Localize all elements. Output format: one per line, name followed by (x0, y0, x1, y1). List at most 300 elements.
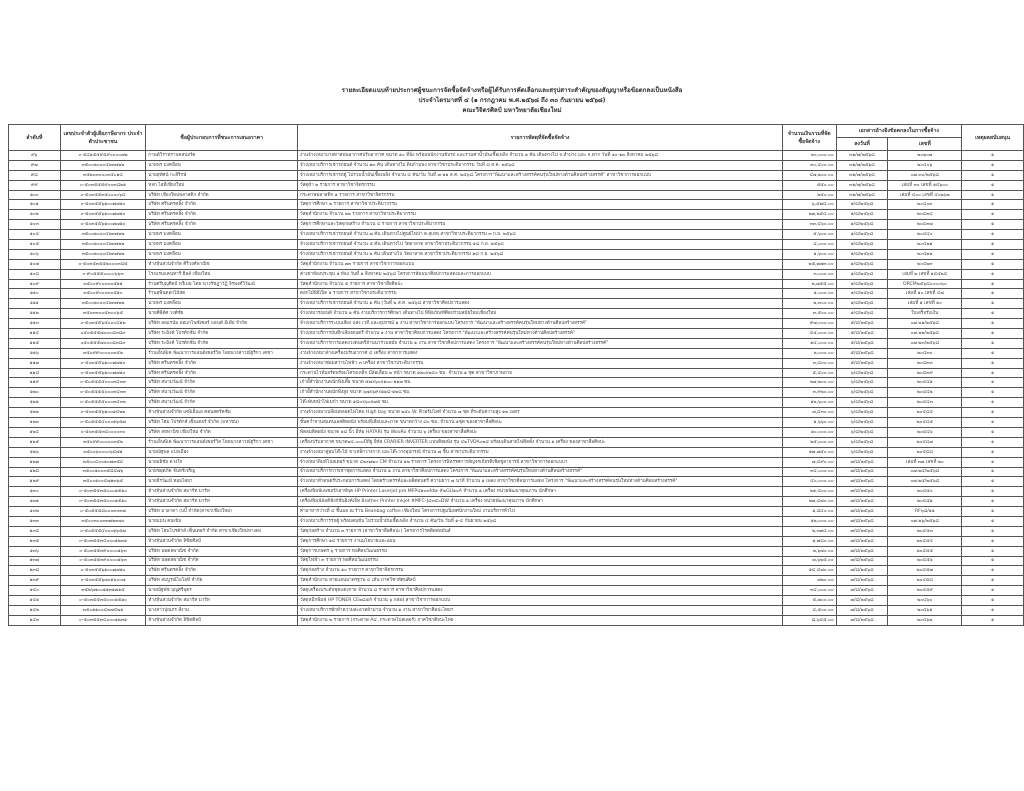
cell-reason: ๑ (962, 586, 1024, 596)
cell-date: ๗/๘/๒๕๖๘ (836, 576, 888, 586)
cell-docno: ๒๐๔๒๒ (888, 249, 962, 259)
cell-reason: ๑ (962, 358, 1024, 368)
document-header (0, 86, 1024, 116)
cell-amount: ๒๗,๒๐๐.๐๐ (782, 378, 836, 388)
cell-date: ๗/๘/๒๕๖๘ (836, 605, 888, 615)
cell-no: ๑๔๓ (9, 615, 61, 625)
table-row (9, 378, 1024, 388)
cell-amount: ๔,๐๐๐.๐๐ (782, 240, 836, 250)
header-date: ลงวันที่ (836, 138, 888, 151)
cell-amount: ๑,๖๐๐.๐๐ (782, 249, 836, 259)
cell-reason: ๑ (962, 338, 1024, 348)
cell-date: ๗/๘/๒๕๖๘ (836, 566, 888, 576)
cell-no: ๑๐๒ (9, 210, 61, 220)
table-row (9, 408, 1024, 418)
cell-date: ๕/๘/๒๕๖๘ (836, 348, 888, 358)
table-row (9, 427, 1024, 437)
cell-amount: ๗,๔๙๐.๐๐ (782, 457, 836, 467)
cell-no: ๑๑๖ (9, 348, 61, 358)
table-row (9, 309, 1024, 319)
cell-no: ๑๐๘ (9, 269, 61, 279)
cell-amount: ๗๒๐.๐๐ (782, 576, 836, 586)
cell-docno: ๒๐๔๔๓ (888, 398, 962, 408)
table-row (9, 526, 1024, 536)
cell-vendor: นางสาวปุณภร สีงาม (146, 605, 298, 615)
cell-vendor: บริษัท ออแรน์ม ออแกไนซ์เซอร์ แอนด์ มีเดีย จำกัด (146, 319, 298, 329)
table-row (9, 586, 1024, 596)
cell-no: ๑๓๑ (9, 497, 61, 507)
cell-no: ๑๐๙ (9, 279, 61, 289)
cell-vendor: บริษัท ระมิงค์ โปรดักชั่น จำกัด (146, 329, 298, 339)
table-row (9, 299, 1024, 309)
cell-amount: ๒๐,๐๐๐.๐๐ (782, 151, 836, 161)
cell-vendor: ห้างหุ้นส่วนจำกัด ลิขิตศิลป์ (146, 615, 298, 625)
table-row (9, 487, 1024, 497)
cell-date: ๖/๘/๒๕๖๘ (836, 368, 888, 378)
cell-items: จ้างเหมาบริการเช่ารถยนต์ จำนวน ๗ คัน เดินทางไปศูนย์ไฟป่า ต.สุเทพ สาขาวิชาประติมากรรม ๓ ก.ย. ๒๕๖๘ (298, 230, 783, 240)
cell-docno: ๐๗.๓๐/๒๕๖๘ (888, 170, 962, 180)
table-row (9, 497, 1024, 507)
cell-docno: ๒๐๔๕๓ (888, 526, 962, 536)
cell-date: ๗/๘/๒๕๖๘ (836, 586, 888, 596)
cell-vendor: บริษัท ศรีนครคลิ้ง จำกัด (146, 200, 298, 210)
cell-items: วัสดุสำนักงาน จำนวน ๕ รายการ สาขาวิชาสื่อศิลปะ (298, 279, 783, 289)
cell-no: ๑๐๑ (9, 200, 61, 210)
cell-date: ๑/๘/๒๕๖๘ (836, 240, 888, 250)
cell-docno: ๒๐๔๓๙ (888, 368, 962, 378)
table-row (9, 279, 1024, 289)
cell-vendor: ห้างหุ้นส่วนจำกัด เคพีเอ็นเอ คอนสตรัคชั่น (146, 408, 298, 418)
cell-reason: ๑ (962, 576, 1024, 586)
cell-taxid: ๓๕๐๑๑๐๐๔๓๗๔๒๑ (60, 605, 146, 615)
cell-items: งานจ้างเหมาเปลี่ยนหลอดไฟโคม High bay ขนาด ๒๕๐ W. ติวอร์มไลท์ จำนวน ๗ ชุด ที่ระดับความสูง ๑๒ เมตร (298, 408, 783, 418)
cell-docno: ๒๐๔๔๗ (888, 437, 962, 447)
cell-date: ๑/๘/๒๕๖๘ (836, 259, 888, 269)
cell-reason: ๑ (962, 180, 1024, 190)
cell-amount: ๒๑,๔๐๐.๐๐ (782, 487, 836, 497)
cell-vendor: บริษัท นพดลพาณิช จำกัด (146, 556, 298, 566)
cell-reason: ๑ (962, 556, 1024, 566)
cell-taxid: ๐-๕๐๓๕๕๓๕๐๐๐๑๕๑๐ (60, 596, 146, 606)
cell-no: ๙๖ (9, 151, 61, 161)
cell-date: ๗/๘/๒๕๖๘ (836, 516, 888, 526)
cell-date: ๖/๘/๒๕๖๘ (836, 437, 888, 447)
cell-vendor: นายพร มงคลื่อน (146, 160, 298, 170)
document-title: รายละเอียดแนบท้ายประกาศผู้ชนะการจัดซื้อจัดจ้างหรือผู้ได้รับการคัดเลือกและสรุปสาระสำคัญของสัญญาหรือข้อตกลงเป็นหนังสือ (341, 87, 683, 94)
cell-amount: ๒,๓๐๐.๐๐ (782, 299, 836, 309)
cell-no: ๑๓๕ (9, 536, 61, 546)
cell-items: จ้างเหมาบริการเช่ารถยนต์ จำนวน ๑๓ คัน เดินทางไป ดินก้ามพง สาขาวิชาประติมากรรม วันที่ ๘ ส.ค. ๒๕๖๘ (298, 160, 783, 170)
cell-date: ๓๑/๗/๒๕๖๘ (836, 151, 888, 161)
table-row (9, 556, 1024, 566)
table-row (9, 507, 1024, 517)
cell-vendor: บริษัท โฮม โปรดักส์ เซ็นเตอร์ จำกัด (มหาชน) (146, 418, 298, 428)
document-period: ประจำไตรมาสที่ ๔ (๑ กรกฎาคม พ.ศ.๒๕๖๘ ถึง ๓๐ กันยายน ๒๕๖๘) (418, 97, 606, 104)
cell-amount: ๓๔,๐๐๐.๐๐ (782, 586, 836, 596)
cell-amount: ๒๕๐.๐๐ (782, 190, 836, 200)
cell-amount: ๒๗,๔๗๐.๐๐ (782, 497, 836, 507)
cell-amount: ๒๗,๒๕๔.๐๐ (782, 210, 836, 220)
cell-vendor: นายแมน คนเข้ม (146, 516, 298, 526)
cell-taxid: ๐-๕๐๕๕๕๘๐๐๐๓๐๓๗ (60, 507, 146, 517)
cell-amount: ๓,๕๐๐.๐๐ (782, 309, 836, 319)
cell-items: วัสดุการเกษตร ๖ รายการ หอศิลปวัฒนธรรม (298, 546, 783, 556)
cell-vendor: ร้านศรีบุญศิลป์ พรีเมย โดย นางรัชฎาวัฏ์ จิรพงศ์วิวัฒน์ (146, 279, 298, 289)
cell-amount: ๑๔,๔๗๐.๐๐ (782, 566, 836, 576)
table-row (9, 516, 1024, 526)
header-no: ลำดับที่ (9, 125, 61, 151)
cell-reason: ๑ (962, 566, 1024, 576)
cell-docno: ๒๐๒๐๗ (888, 151, 962, 161)
cell-items: จ้างเหมาบริการเช่ารถยนต์ จำนวน ๑ คัน (วันที่ ๒ ส.ค. ๒๕๖๘ สาขาวิชาศิลปการแสดง (298, 299, 783, 309)
cell-taxid: ๐-๕๐๓๕๕๖๕๐๐๐๔๑๒ (60, 319, 146, 329)
cell-reason: ๑ (962, 536, 1024, 546)
cell-items: เครื่องพิมพ์มัลติฟังก์ชั่นอิงค์เจ็ท Brother Printer Inkjet #MFC-J๔๓๔๐DW จำนวน ๑ เครื่อง หน่วยพัฒนาคุณภาพ นักศึกษา (298, 497, 783, 507)
table-row (9, 160, 1024, 170)
cell-reason: ๑ (962, 457, 1024, 467)
cell-date: ๑/๘/๒๕๖๘ (836, 200, 888, 210)
cell-no: ๑๑๑ (9, 299, 61, 309)
cell-reason: ๑ (962, 160, 1024, 170)
cell-date: ๖/๘/๒๕๖๘ (836, 378, 888, 388)
cell-date: ๓๑/๗/๒๕๖๘ (836, 180, 888, 190)
cell-amount: ๑๔,๐๐๐.๐๐ (782, 338, 836, 348)
table-row (9, 249, 1024, 259)
cell-items: วัสดุการศึกษา ๒ รายการ สาขาวิชาประติมากรรม (298, 200, 783, 210)
cell-amount: ๒,๐๐๐.๐๐ (782, 348, 836, 358)
cell-date: ๗/๘/๒๕๖๘ (836, 497, 888, 507)
cell-items: วัสดุเครื่องประดับชุดแต่งกาย จำนวน ๘ รายการ สาขาวิชาศิลปการแสดง (298, 586, 783, 596)
cell-reason: ๑ (962, 507, 1024, 517)
cell-vendor: กานต์วิราทราบคสปอร์ต (146, 151, 298, 161)
cell-no: ๑๒๙ (9, 477, 61, 487)
cell-taxid: ๐-๕๐๓๕๕๖๑๐๐๗๗๑๐ (60, 220, 146, 230)
cell-no: ๑๓๒ (9, 507, 61, 517)
cell-no: ๑๒๑ (9, 398, 61, 408)
cell-items: จ้างเหมาบริการบันทึกเสียงดนตรี จำนวน ๑ งาน สาขาวิชาศิลปการแสดง โครงการ "พัฒนาและสร้างสรรค์คนรุ่นใหม่ทางด้านศิลปสร้างสรรค์" (298, 329, 783, 339)
cell-taxid: ๓๕๐๐๖๐๐๐๐๖๔๗๑ (60, 447, 146, 457)
cell-items: วัสดุการศึกษาและวัสดุก่อสร้าง จำนวน ๔ รายการ สาขาวิชาประติมากรรม (298, 220, 783, 230)
cell-vendor: บริษัท โฮมโปรดักส์ เซ็นเตอร์ จำกัด สาขาเชียงใหม่หางดง (146, 526, 298, 536)
cell-vendor: ห้างหุ้นส่วนจำกัด สมาร์ท มาร์ท (146, 487, 298, 497)
cell-items: วัสดุก่อสร้าง จำนวน ๑๐ รายการ สาขาวิชาจิตรกรรม (298, 566, 783, 576)
cell-reason: ๑ (962, 427, 1024, 437)
cell-reason: ๑ (962, 210, 1024, 220)
cell-vendor: นายพร มงคลื่อน (146, 240, 298, 250)
cell-amount: ๔๕,๐๐๐.๐๐ (782, 329, 836, 339)
cell-amount: ๔๐,๐๐๐.๐๐ (782, 477, 836, 487)
cell-no: ๑๔๐ (9, 586, 61, 596)
cell-amount: ๓,๐๐๐.๐๐ (782, 269, 836, 279)
table-row (9, 210, 1024, 220)
cell-reason: ๑ (962, 279, 1024, 289)
cell-amount: ๑,๗๘๐.๐๐ (782, 536, 836, 546)
table-row (9, 151, 1024, 161)
cell-vendor: ร้านเอ็นพีเค พัฒนาการแอนด์เซอร์วิส โดยนางสาวณัฐริกา เตชา (146, 437, 298, 447)
cell-no: ๑๒๒ (9, 408, 61, 418)
header-reason: เหตุผลสนับสนุน (962, 125, 1024, 151)
cell-items: ดอกไม้พิธีเปิด ๑ รายการ สาขาวิชาประติมากรรม (298, 289, 783, 299)
cell-taxid: ๐-๕๐๓๕๕๓๕๐๐๐๐๖๔ (60, 190, 146, 200)
cell-no: ๑๒๓ (9, 418, 61, 428)
cell-reason: ๑ (962, 289, 1024, 299)
cell-taxid: ๓๕๐๙๙๐๐๐๐๐๓๕๒ (60, 348, 146, 358)
cell-no: ๑๓๙ (9, 576, 61, 586)
header-taxid: เลขประจำตัวผู้เสียภาษีอากร ประจำตัวประชาชน (60, 125, 146, 151)
cell-docno: ๒๐๔๓๐ (888, 348, 962, 358)
cell-amount: ๕๕๐.๐๐ (782, 180, 836, 190)
cell-reason: ๑ (962, 437, 1024, 447)
cell-taxid: ๐-๕๐๕๕๕๕๐๐๐๓๔๓๓ (60, 398, 146, 408)
table-row (9, 457, 1024, 467)
cell-amount: ๙๗,๐๐๐.๐๐ (782, 319, 836, 329)
cell-taxid: ๓๕๐๐๒๐๐๐๔๒๓๗๒๒ (60, 160, 146, 170)
table-row (9, 338, 1024, 348)
table-row (9, 180, 1024, 190)
cell-docno: ๐๗.๒๖/๒๕๖๘ (888, 516, 962, 526)
table-row (9, 319, 1024, 329)
cell-reason: ๑ (962, 418, 1024, 428)
cell-taxid: ๐-๕๐๓๕๕๓๔๐๐๐๑๒๓๑ (60, 536, 146, 546)
table-row (9, 230, 1024, 240)
cell-items: จ้างเหมาบริการซักทำความสะอาดผ้าม่าน จำนวน ๑ งาน สาขาวิชาศิลปะไทยฯ (298, 605, 783, 615)
cell-amount: ๖,๕๗๔.๐๐ (782, 200, 836, 210)
cell-items: กระดาษพลาสติก ๑ รายการ สาขาวิชาจิตรกรรม (298, 190, 783, 200)
cell-items: จ้างเหมาบริการรถตู้ พร้อมคนขับ ไม่รวมน้ำมันเชื้อเพลิง จำนวน ๔ คัน/วัน วันที่ ๑-๔ กันยายน ๒๕๖๘ (298, 516, 783, 526)
cell-date: ๗/๘/๒๕๖๘ (836, 536, 888, 546)
cell-reason: ๑ (962, 190, 1024, 200)
cell-items: จ้างเหมารถยนต์ จำนวน ๑ คัน งานบริการการศึกษา เดินทางไป พิพิธภัณฑ์ศิลปร่วมสมัยใหม่เชียงใหม่ (298, 309, 783, 319)
cell-no: ๑๓๔ (9, 526, 61, 536)
cell-items: ค่าอาหารว่างที่ ๔ ชิ้นมอ ณ ร้าน Beanbag coffee เชียงใหม่ โครงการปฐมนิเทศนักงานใหม่ งานบริหารทั่วไป (298, 507, 783, 517)
cell-reason: ๑ (962, 249, 1024, 259)
cell-no: ๑๒๗ (9, 457, 61, 467)
cell-no: ๑๑๔ (9, 329, 61, 339)
cell-taxid: ๐-๕๐๓๕๕๖๑๐๐๗๗๑๐ (60, 566, 146, 576)
cell-taxid: ๐-๕๐๓๕๕๖๑๐๐๗๗๑๐ (60, 210, 146, 220)
cell-amount: ๗,๔๓๐.๐๐ (782, 408, 836, 418)
cell-items: วัสดุผ้า ๒ รายการ สาขาวิชาจิตรกรรม (298, 180, 783, 190)
cell-taxid: ๐-๕๐๕๕๕๕๐๐๐๓๔๓๓ (60, 378, 146, 388)
cell-docno: ๒๐๔๔๔ (888, 408, 962, 418)
cell-items: จ้างเหมาบริการเช่ารถตู้ ไม่รวมน้ำมันเชื้อเพลิง จำนวน ๔ คัน/วัน วันที่ ๗-๑๑ ส.ค. ๒๕๖๘ โครงการ"พัฒนาและสร้างสรรค์คนรุ่นใหม่ทางด้านศิลปสร้างสรรค์" สาขาวิชาการออกแบบ (298, 170, 783, 180)
cell-docno: ๒๐๔๔๑ (888, 378, 962, 388)
cell-docno: ๒๐๔๕๖ (888, 556, 962, 566)
cell-reason: ๑ (962, 220, 1024, 230)
cell-reason: ๑ (962, 348, 1024, 358)
cell-reason: ๑ (962, 408, 1024, 418)
cell-amount: ๑,๖๖๐.๐๐ (782, 418, 836, 428)
cell-taxid: ๐-๕๐๓๕๓๕๕๒๐๐๐๓๘๕ (60, 259, 146, 269)
cell-vendor: ห้างหุ้นส่วนจำกัด สมาร์ท มาร์ท (146, 596, 298, 606)
cell-date: ๗/๘/๒๕๖๘ (836, 477, 888, 487)
table-row (9, 358, 1024, 368)
cell-vendor: บริษัท สนามวัฒน์ จำกัด (146, 398, 298, 408)
cell-items: จ้างเหมาทำดนตรีประกอบการแสดง โดยสร้างสรรค์และผลิตดนตรี ความยาว ๗ นาที จำนวน ๑ เพลง สาขาวิชาศิลปการแสดง โครงการ "พัฒนาและสร้างสรรค์คนรุ่นใหม่ทางด้านศิลปสร้างสรรค์" (298, 477, 783, 487)
cell-docno: ๐๗.๒๑/๒๕๖๘ (888, 319, 962, 329)
cell-docno: เล่มที่ ๓๗ เลขที่ ๒๐ (888, 457, 962, 467)
cell-vendor: นายชยุตภัค จันทร์เจริญ (146, 467, 298, 477)
cell-reason: ๑ (962, 230, 1024, 240)
cell-amount: ๓๐,๔๐๐.๐๐ (782, 160, 836, 170)
cell-reason: ๑ (962, 269, 1024, 279)
cell-vendor: ร้านเอ็นพีเค พัฒนาการแอนด์เซอร์วิส โดยนางสาวณัฐริกา เตชา (146, 348, 298, 358)
cell-reason: ๑ (962, 596, 1024, 606)
cell-amount: ๒,๗๕๕.๐๐ (782, 279, 836, 289)
cell-docno: ๒๐๔๕๑ (888, 497, 962, 507)
cell-date: ๕/๘/๒๕๖๘ (836, 329, 888, 339)
cell-reason: ๑ (962, 259, 1024, 269)
cell-date: ๖/๘/๒๕๖๘ (836, 418, 888, 428)
cell-taxid: ๐-๕๐๓๕๕๖๑๐๐๗๗๑๐ (60, 368, 146, 378)
cell-docno: ๒๐๔๒๓ (888, 259, 962, 269)
table-row (9, 269, 1024, 279)
cell-amount: ๒,๖๗๐.๐๐ (782, 546, 836, 556)
cell-items: วัสดุสำนักงาน จำนวน ๗๓ รายการ สาขาวิชาการออกแบบ (298, 259, 783, 269)
table-row (9, 477, 1024, 487)
cell-vendor: ห้างหุ้นส่วนจำกัด ลิขิตศิลป์ (146, 536, 298, 546)
cell-date: ๑/๘/๒๕๖๘ (836, 279, 888, 289)
cell-taxid: ๐-๙๐๕๕๕๐๐๐๐๖๖๓ (60, 269, 146, 279)
table-row (9, 418, 1024, 428)
cell-date: ๕/๘/๒๕๖๘ (836, 338, 888, 348)
header-vendor: ชื่อผู้ประกอบการที่ชนะการเสนอราคา (146, 125, 298, 151)
cell-reason: ๑ (962, 309, 1024, 319)
cell-taxid: ๓๕๐๐๑๐๐๓๕๘๔๗๖ (60, 467, 146, 477)
table-row (9, 596, 1024, 606)
cell-taxid: ๓๕๒๐๓๐๐๐๓๕๐๑๔ (60, 170, 146, 180)
cell-date: ๗/๘/๒๕๖๘ (836, 596, 888, 606)
cell-docno: ๒๐๔๓๓ (888, 358, 962, 368)
cell-reason: ๑ (962, 516, 1024, 526)
cell-no: ๑๑๐ (9, 289, 61, 299)
cell-no: ๑๐๔ (9, 230, 61, 240)
cell-amount: ๒๕,๐๐๐.๐๐ (782, 437, 836, 447)
cell-amount: ๑,๘๔๐.๐๐ (782, 507, 836, 517)
header-docs: เอกสารอ้างอิงข้อตกลงในการซื้อจ้าง (836, 125, 962, 138)
cell-taxid: ๐-๕๐๓๕๕๖๗๐๑๖๐๐๗ (60, 576, 146, 586)
cell-date: ๗/๘/๒๕๖๘ (836, 487, 888, 497)
cell-amount: ๓๔,๐๐๐.๐๐ (782, 467, 836, 477)
cell-vendor: นายณัฐพัช บุญศรีบุตร (146, 586, 298, 596)
cell-vendor: บริษัท มาลาดา (บบี้ จำกัด(สาขาเชียงใหม่) (146, 507, 298, 517)
cell-items: วัสดุสำนักงาน ๒ รายการ (กระดาษ A๔ ,กระดาษโปสเตอร์) ภาควิชาศิลปะไทย (298, 615, 783, 625)
cell-taxid: ๓๕๐๐๓๐๐๓๓๗๒๓๗๐ (60, 516, 146, 526)
cell-vendor: บริษัท นพดลพาณิช จำกัด (146, 546, 298, 556)
cell-taxid: ๓๕๐๐๙๐๐๐๓๐๕๑๑ (60, 279, 146, 289)
cell-amount: ๒,๓๗๔.๐๐ (782, 526, 836, 536)
cell-vendor: โรงแรมแคนทารี ฮิลล์ เชียงใหม่ (146, 269, 298, 279)
cell-taxid: ๓๕๐๐๒๐๐๐๔๒๓๗๒๒ (60, 249, 146, 259)
cell-items: จ้างเหมาบริการระบบเสียง แสง เวที และอุปกรณ์ ๑ งาน สาขาวิชาการออกแบบ โครงการ "พัฒนาและสร้างสรรค์คนรุ่นใหม่ทางด้านศิลปสร้างสรรค์" (298, 319, 783, 329)
cell-amount: ๑,๐๐๐.๐๐ (782, 289, 836, 299)
cell-reason: ๑ (962, 447, 1024, 457)
cell-items: เครื่องพิมพ์เลเซอร์/เอาท์พุต HP Printer Laserjet pro MFP๔๑๐๓fdw #๒GU๑๐A จำนวน ๑ เครื่อง หน่วยพัฒนาคุณภาพ นักศึกษา (298, 487, 783, 497)
cell-docno: ๒๐๔๕๘ (888, 576, 962, 586)
cell-docno: เล่มที่ ๒ เลขที่ ๑๔๕๒๔ (888, 269, 962, 279)
cell-date: ๗/๘/๒๕๖๘ (836, 457, 888, 467)
cell-reason: ๑ (962, 605, 1024, 615)
cell-taxid: ๐-๕๐๕๕๕๕๐๐๐๓๔๓๓ (60, 388, 146, 398)
cell-taxid: ๓๕๐๐๒๐๐๐๔๒๓๗๒๒ (60, 299, 146, 309)
cell-items: ค่าเช่าห้องประชุม ๑ ห้อง วันที่ ๑ สิงหาคม ๒๕๖๘ โครงการสัมมนาศิลปการแสดงและการออกแบบ (298, 269, 783, 279)
cell-date: ๗/๘/๒๕๖๘ (836, 507, 888, 517)
cell-docno: ๐๗.๒๔/๒๕๖๘ (888, 467, 962, 477)
table-row (9, 240, 1024, 250)
cell-no: ๑๒๘ (9, 467, 61, 477)
cell-docno: ๒๐๔๔๐ (888, 230, 962, 240)
table-row (9, 190, 1024, 200)
cell-taxid: ๐-๕๐๓๕๕๓๔๐๐๐๑๒๓๑ (60, 615, 146, 625)
cell-taxid: ๐-๕๐๓๕๕๖๑๐๐๗๗๑๐ (60, 358, 146, 368)
cell-reason: ๑ (962, 546, 1024, 556)
cell-no: ๙๘ (9, 170, 61, 180)
cell-amount: ๕,๗๐๐.๐๐ (782, 596, 836, 606)
document-organization: คณะวิจิตรศิลป์ มหาวิทยาลัยเชียงใหม่ (462, 107, 562, 114)
cell-docno: เล่มที่ ๓๐ เลขที่ ๑๔๖๐๐ (888, 180, 962, 190)
cell-reason: ๑ (962, 240, 1024, 250)
cell-taxid: ๓๕๐๙๙๐๐๐๐๐๓๕๒ (60, 437, 146, 447)
table-row (9, 467, 1024, 477)
table-row (9, 576, 1024, 586)
cell-taxid: ๓๕๐๐๙๐๐๐๓๐๕๑๐ (60, 289, 146, 299)
cell-no: ๑๑๒ (9, 309, 61, 319)
cell-taxid: ๐-๕๐๓๕๕๓๙๐๐๐๐๑๖๓ (60, 556, 146, 566)
cell-vendor: นายพร มงคลื่อน (146, 299, 298, 309)
cell-amount: ๕,๖๐๐.๐๐ (782, 230, 836, 240)
cell-items: จ้างเหมาพิมพ์โปสเตอร์ ขนาด ๔๒x๗๒๐ CM จำนวน ๑๒ รายการ โครงการนิทรรศการสัญจรเกียรติเชิดชูอาจารย์ สาขาวิชาการออกแบบา (298, 457, 783, 467)
cell-reason: ๑ (962, 497, 1024, 507)
cell-items: งานจ้างเหมาซ่อมสว่านไฟฟ้า ๓ เครื่อง สาขาวิชาประติมากรรม (298, 358, 783, 368)
cell-date: ๓๑/๗/๒๕๖๘ (836, 190, 888, 200)
table-row (9, 398, 1024, 408)
cell-date: ๑/๘/๒๕๖๘ (836, 249, 888, 259)
cell-vendor: บริษัท ศรีนครคลิ้ง จำกัด (146, 220, 298, 230)
cell-taxid: ๐๕๐๕๕๕๗๐๐๐๘๓๘๓ (60, 338, 146, 348)
cell-docno: ๒๐๔๓๔ (888, 210, 962, 220)
cell-items: จ้างเหมาบริการเช่ารถยนต์ จำนวน ๕ คัน เดินทางไป วัดผาลาด สาขาวิชาประติมากรรม ๑๘ ก.ย. ๒๕๖๘ (298, 240, 783, 250)
table-row (9, 437, 1024, 447)
cell-vendor: นายพร มงคลื่อน (146, 230, 298, 240)
cell-taxid: ๓๕๐๐๒๐๐๐๔๒๓๗๒๒ (60, 230, 146, 240)
cell-no: ๑๔๒ (9, 605, 61, 615)
cell-amount: ๑๗,๗๕๐.๐๐ (782, 447, 836, 457)
cell-vendor: บริษัท สหพานิช เชียงใหม่ จำกัด (146, 427, 298, 437)
cell-reason: ๑ (962, 477, 1024, 487)
table-row (9, 348, 1024, 358)
cell-reason: ๑ (962, 398, 1024, 408)
cell-items: งานจ้างเหมาล้างเครื่องปรับอากาศ ๔ เครื่อง สาขาการแสดง (298, 348, 783, 358)
cell-items: พัดลมติดผนัง ขนาด ๑๘ นิ้ว ยี่ห้อ HATARI รุ่น WooRo จำนวน ๖ เครื่อง ของสาขาสื่อศิลปะ (298, 427, 783, 437)
cell-date: ๕/๘/๒๕๖๘ (836, 319, 888, 329)
cell-items: เครื่องปรับอากาศ ขนาด๒๔,๐๐๐บีทียู ยี่ห้อ CRARIER INVERTER แบบติดผนัง รุ่น ๔๒TVDA๐๒๔ พร้อมเดินสายไฟติดตั้ง จำนวน ๑ เครื่อง ของสาขาสื่อศิลปะ (298, 437, 783, 447)
cell-items: งานจ้างเหมาบาลทาสพ่นอากาศปรับอากาศ ขนาด ๑๐ ที่นั่ง พร้อมพนักงานขับรถ และรวมค่าน้ำมันเชื้อเพลิง จำนวน ๑ คัน เดินทางไป จ.ลำปาง และ จ.ตาก วันที่ ๑๐-๑๓ สิงหาคม ๒๕๖๘ (298, 151, 783, 161)
cell-amount: ๒๕,๗๗๓.๐๐ (782, 259, 836, 269)
cell-docno: ๒๐๔๓๗ (888, 220, 962, 230)
cell-items: วัสดุการศึกษา ๑๔ รายการ งานนโยบายและแผน (298, 536, 783, 546)
cell-items: วัสดุหมึกพิมพ์ HP TONER CE๒๘๕A จำนวน ๖ กล่อง สาขาวิชาการออกแบบ (298, 596, 783, 606)
cell-vendor: นายอธิชัย ดวงใจ (146, 457, 298, 467)
cell-docno: ORCM๒๕๖๘๐๐๐๐๖๐ (888, 279, 962, 289)
table-row (9, 220, 1024, 230)
cell-amount: ๓,๙๒๐.๐๐ (782, 388, 836, 398)
cell-docno: เล่มที่ ๔๐๐ เลขที่ ๔๐๒๖๒ (888, 190, 962, 200)
cell-vendor: บริษัท ศรีนครคลิ้ง จำกัด (146, 368, 298, 378)
cell-no: ๑๒๕ (9, 437, 61, 447)
cell-reason: ๑ (962, 319, 1024, 329)
cell-items: กระดานไวท์บอร์ดพร้อมโครงเหล็ก มีล้อเลื่อน ๒ หน้า ขนาด ๑๒๐x๒๔๐ ซม. จำนวน ๑ ชุด สาขาวิชาภาพถ่าย (298, 368, 783, 378)
cell-docno: ๐๗.๒๕/๒๕๖๘ (888, 477, 962, 487)
